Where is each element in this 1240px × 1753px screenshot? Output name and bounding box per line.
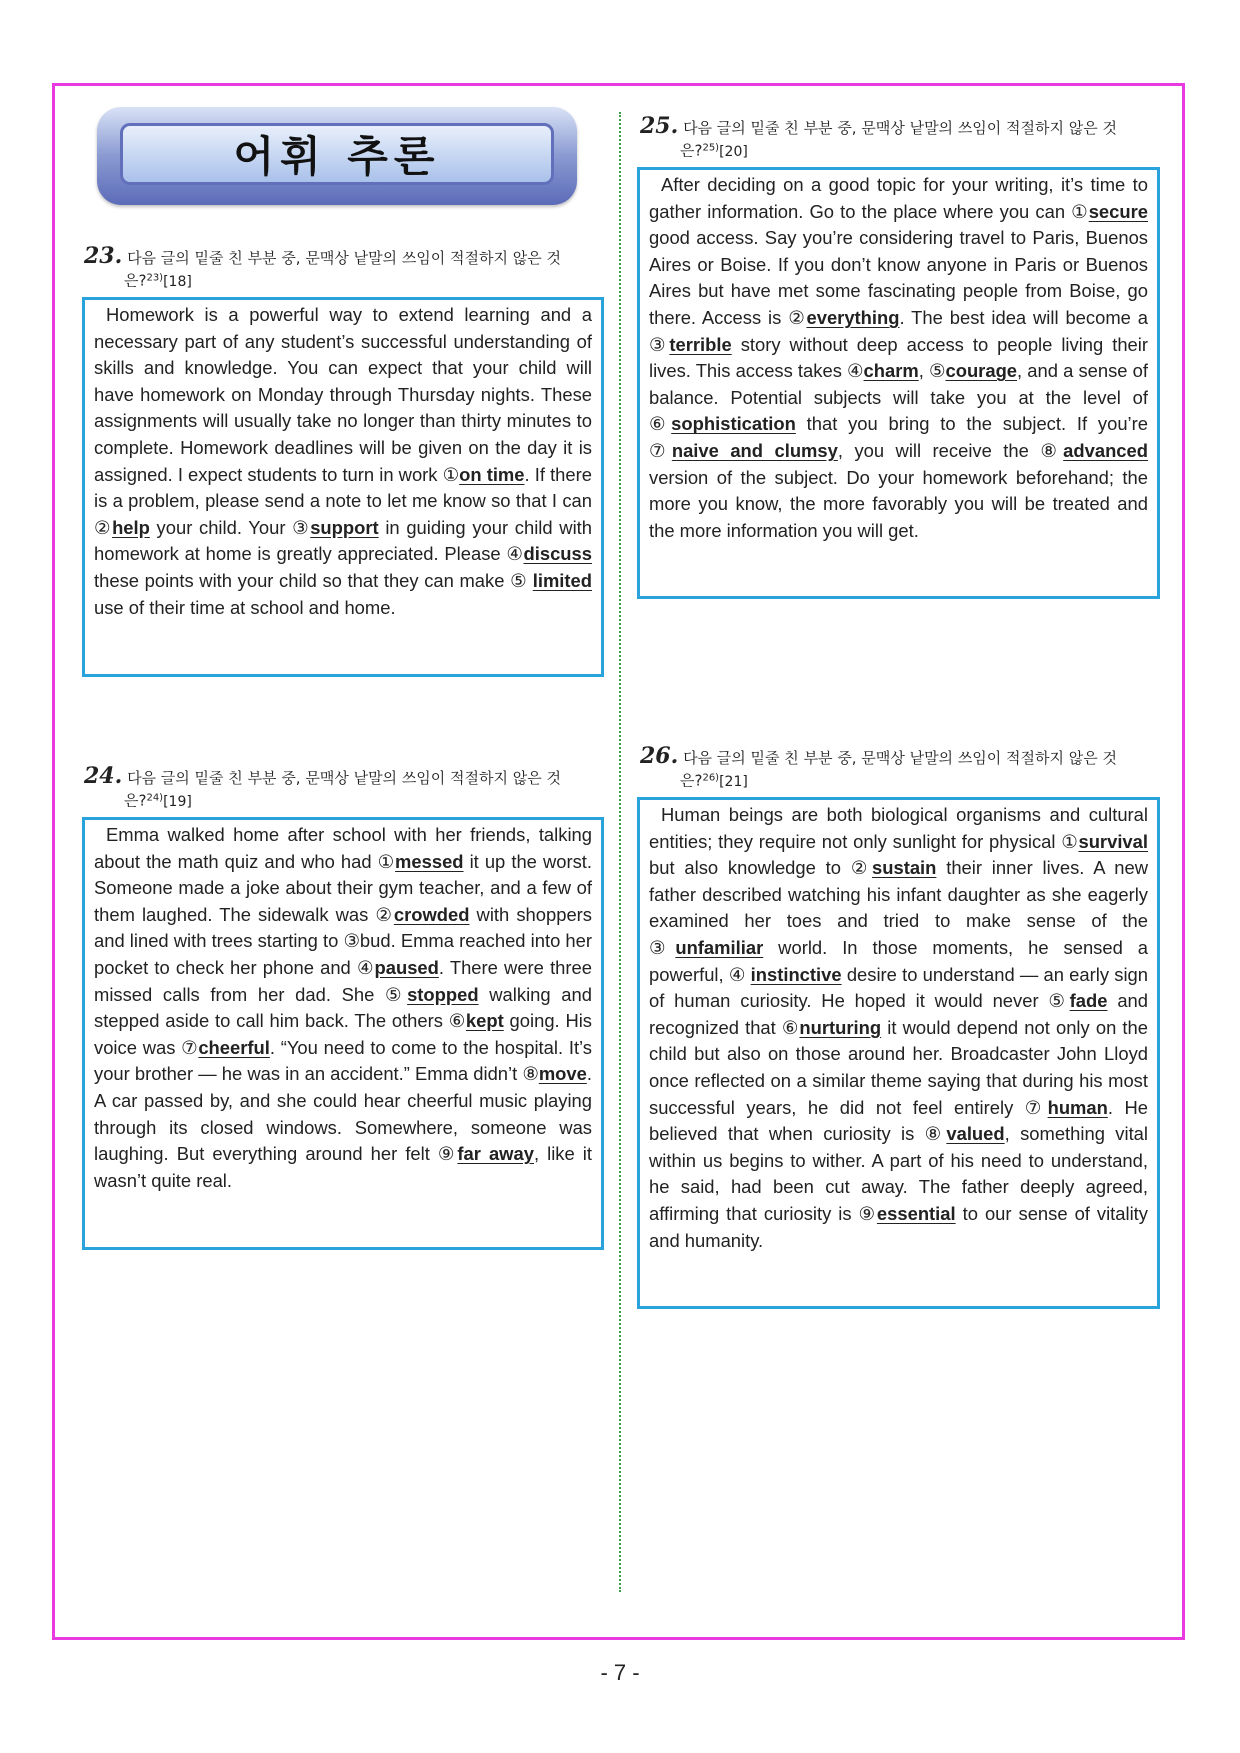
passage-text: . The best idea will become a ③	[649, 306, 1148, 355]
question-tag: [20]	[719, 143, 748, 160]
question-instruction: 다음 글의 밑줄 친 부분 중, 문맥상 낱말의 쓰임이 적절하지 않은 것	[683, 119, 1118, 137]
question-number: 23.	[84, 243, 123, 269]
underlined-word: unfamiliar	[675, 936, 764, 958]
underlined-word: nurturing	[799, 1016, 882, 1038]
underlined-word: kept	[465, 1010, 504, 1032]
underlined-word: survival	[1078, 830, 1148, 852]
question-tag: [18]	[163, 273, 192, 290]
passage-text: , and a sense of balance. Potential subjects will take you at the level of ⑥	[649, 360, 1148, 435]
question-instruction-tail: 은?	[124, 271, 147, 290]
underlined-word: help	[112, 516, 150, 538]
passage-text: Homework is a powerful way to extend learning and a necessary part of any student’s successful understanding of skills and knowledge. You can expect that your child will have homework on Monday through Thursday nights. These assignments will usually take no longer than thirty minutes to complete. Homework deadlines will be given on the day it is assigned. I expect students to turn in work ①	[94, 304, 592, 485]
passage-text: Emma walked home after school with her friends, talking about the math quiz and who had ①	[94, 824, 592, 872]
underlined-word: naive and clumsy	[671, 439, 838, 461]
underlined-word: secure	[1088, 200, 1148, 222]
passage-text: their inner lives. A new father described watching his infant daughter as she eagerly examined her toes and tried to make sense of the ③	[649, 857, 1149, 958]
passage-25	[637, 167, 1160, 599]
passage-text: going. His voice was ⑦	[94, 1010, 593, 1058]
column-divider	[619, 112, 621, 1592]
question-tag: [21]	[719, 773, 748, 790]
question-instruction: 다음 글의 밑줄 친 부분 중, 문맥상 낱말의 쓰임이 적절하지 않은 것	[127, 769, 562, 787]
passage-text: that you bring to the subject. If you’re ⑦	[649, 413, 1148, 461]
passage-text: . There were three missed calls from her dad. She ⑤	[94, 956, 592, 1005]
footnote-mark: 25)	[702, 142, 720, 153]
passage-text: story without deep access to people living their lives. This access takes ④	[649, 333, 1148, 382]
underlined-word: sustain	[872, 857, 937, 879]
passage-text: with shoppers and lined with trees starting to ③bud. Emma reached into her pocket to check her phone and ④	[94, 903, 592, 978]
question-instruction-tail: 은?	[680, 141, 703, 160]
question-number: 25.	[640, 113, 679, 139]
underlined-word: essential	[876, 1202, 956, 1224]
passage-text: , ⑤	[918, 360, 946, 382]
footnote-mark: 23)	[146, 272, 164, 283]
underlined-word: everything	[806, 306, 900, 328]
footnote-mark: 24)	[146, 792, 164, 803]
underlined-word: cheerful	[198, 1036, 270, 1058]
passage-23	[82, 297, 604, 677]
page-number: - 7 -	[600, 1660, 640, 1685]
passage-text: . A car passed by, and she could hear cheerful music playing through its closed windows. Somewhere, someone was laughing. But everything around her felt ⑨	[94, 1063, 592, 1165]
passage-text: . If there is a problem, please send a note to let me know so that I can ②	[94, 463, 592, 538]
underlined-word: far away	[457, 1143, 534, 1165]
section-title: 어휘 추론	[233, 132, 441, 181]
question-number: 24.	[84, 763, 123, 789]
underlined-word: courage	[945, 360, 1018, 382]
passage-text: world. In those moments, he sensed a powerful, ④	[649, 936, 1149, 985]
passage-text: . He believed that when curiosity is ⑧	[649, 1096, 1148, 1145]
passage-26	[637, 797, 1160, 1309]
passage-text: walking and stepped aside to call him back. The others ⑥	[94, 983, 592, 1032]
underlined-word: support	[310, 516, 379, 538]
passage-text: , you will receive the ⑧	[837, 439, 1064, 461]
passage-text: but also knowledge to ②	[649, 857, 873, 879]
passage-text: use of their time at school and home.	[94, 596, 396, 618]
underlined-word: limited	[532, 569, 592, 591]
question-24-header	[84, 763, 604, 812]
passage-text: After deciding on a good topic for your writing, it’s time to gather information. Go to the place where you can ①	[649, 174, 1148, 222]
passage-text: version of the subject. Do your homework beforehand; the more you know, the more favorably you will be treated and the more information you will get.	[649, 466, 1148, 541]
passage-text: in guiding your child with homework at home is greatly appreciated. Please ④	[94, 516, 592, 565]
underlined-word: advanced	[1063, 439, 1148, 461]
passage-text: , something vital within us begins to wither. A part of his need to understand, he said, had been cut away. The father deeply agreed, affirming that curiosity is ⑨	[649, 1123, 1148, 1224]
underlined-word: move	[538, 1063, 587, 1085]
underlined-word: valued	[946, 1123, 1005, 1145]
question-instruction: 다음 글의 밑줄 친 부분 중, 문맥상 낱말의 쓰임이 적절하지 않은 것	[683, 749, 1118, 767]
question-23-header	[84, 243, 604, 292]
passage-text: desire to understand — an early sign of human curiosity. He hoped it would never ⑤	[649, 963, 1148, 1012]
question-number: 26.	[640, 743, 679, 769]
underlined-word: stopped	[407, 983, 479, 1005]
passage-24	[82, 817, 604, 1250]
underlined-word: crowded	[393, 903, 470, 925]
passage-text: to our sense of vitality and humanity.	[649, 1202, 1148, 1251]
passage-text: and recognized that ⑥	[649, 990, 1148, 1038]
passage-text: your child. Your ③	[149, 516, 311, 538]
question-tag: [19]	[163, 793, 192, 810]
passage-text: , like it wasn’t quite real.	[94, 1143, 593, 1191]
question-25-header	[640, 113, 1162, 162]
passage-text: it would depend not only on the child but also on those around her. Broadcaster John Lloyd once reflected on a similar theme saying that during his most successful years, he did not feel entirely ⑦	[649, 1016, 1148, 1118]
question-instruction: 다음 글의 밑줄 친 부분 중, 문맥상 낱말의 쓰임이 적절하지 않은 것	[127, 249, 562, 267]
underlined-word: sophistication	[671, 413, 796, 435]
footnote-mark: 26)	[702, 772, 720, 783]
passage-text: these points with your child so that they can make ⑤	[94, 569, 533, 591]
underlined-word: messed	[395, 850, 464, 872]
passage-text: good access. Say you’re considering travel to Paris, Buenos Aires or Boise. If you don’t know anyone in Paris or Buenos Aires but have met some fascinating people from Boise, go there. Access is ②	[649, 227, 1148, 328]
passage-text: . “You need to come to the hospital. It’s your brother — he was in an accident.” Emma didn’t ⑧	[94, 1036, 593, 1085]
underlined-word: charm	[863, 360, 919, 382]
question-26-header	[640, 743, 1162, 792]
underlined-word: instinctive	[750, 963, 842, 985]
question-instruction-tail: 은?	[124, 791, 147, 810]
passage-text: it up the worst. Someone made a joke about their gym teacher, and a few of them laughed. The sidewalk was ②	[94, 850, 592, 925]
section-title-box	[120, 123, 554, 185]
passage-text: Human beings are both biological organisms and cultural entities; they require not only sunlight for physical ①	[649, 804, 1148, 852]
underlined-word: discuss	[523, 543, 592, 565]
underlined-word: on time	[459, 463, 525, 485]
underlined-word: human	[1047, 1096, 1108, 1118]
underlined-word: paused	[374, 956, 439, 978]
underlined-word: terrible	[669, 333, 732, 355]
underlined-word: fade	[1069, 990, 1108, 1012]
question-instruction-tail: 은?	[680, 771, 703, 790]
